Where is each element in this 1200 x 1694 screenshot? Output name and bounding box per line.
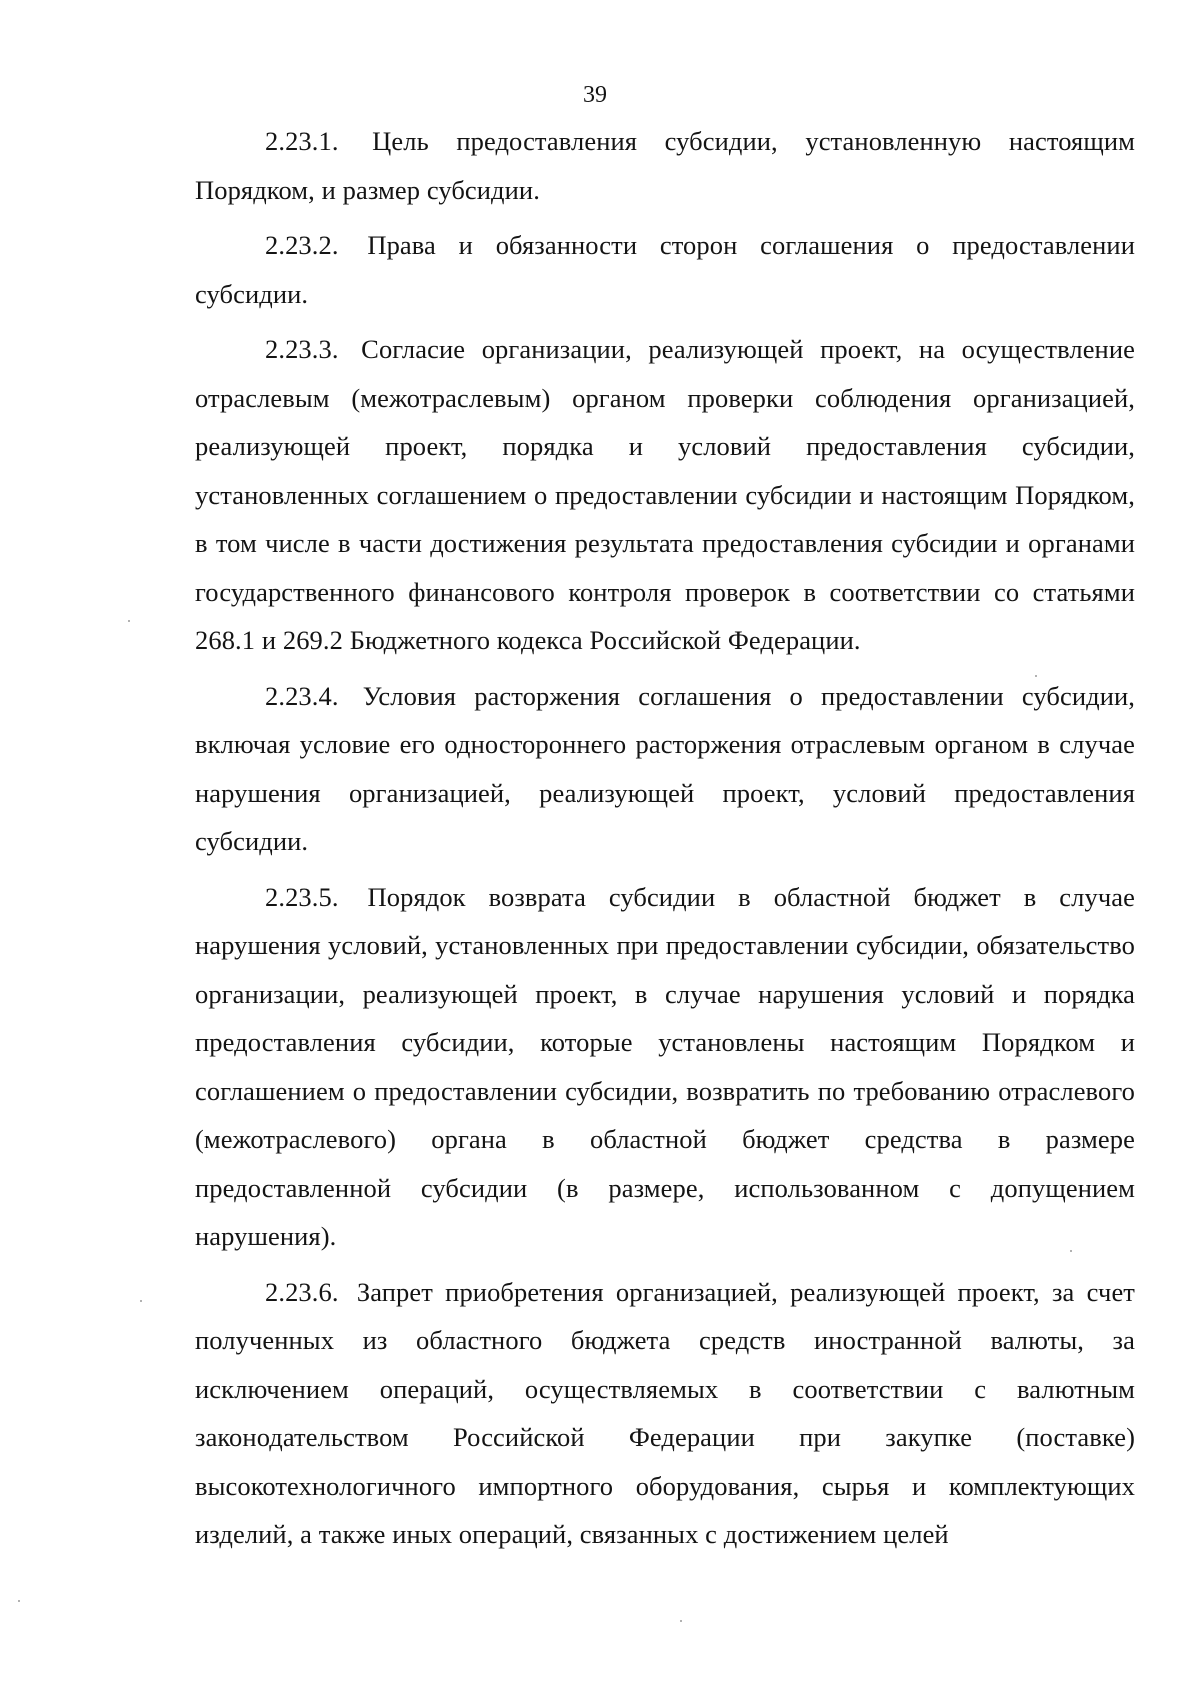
paragraph-2-23-1 [195,117,1135,214]
scan-speck [1035,675,1037,677]
paragraph-text: Запрет приобретения организацией, реализующей проект, за счет полученных из областного бюджета средств иностранной валюты, за исключением операций, осуществляемых в соответствии с валютным законодательством Российской Федерации при закупке (поставке) высокотехнологичного импортного оборудования, сырья и комплектующих изделий, а также иных операций, связанных с достижением целей [195,1276,1135,1549]
paragraph-number: 2.23.3. [265,334,339,364]
page-number: 39 [583,82,607,108]
paragraph-text: Условия расторжения соглашения о предоставлении субсидии, включая условие его одностороннего расторжения отраслевым органом в случае нарушения организацией, реализующей проект, условий предоставления субсидии. [195,680,1135,856]
paragraph-2-23-3 [195,325,1135,665]
scan-speck [1070,1250,1072,1252]
paragraph-number: 2.23.5. [265,881,339,912]
scan-speck [128,620,130,622]
paragraph-text: Цель предоставления субсидии, установленную настоящим Порядком, и размер субсидии. [195,126,1136,205]
paragraph-2-23-6 [195,1268,1135,1559]
scan-speck [140,1300,142,1302]
paragraph-number: 2.23.1. [265,126,339,156]
paragraph-number: 2.23.6. [265,1276,339,1307]
document-body [195,117,1135,1566]
scan-speck [18,1600,20,1602]
paragraph-number: 2.23.4. [265,680,339,711]
paragraph-2-23-2 [195,221,1135,318]
paragraph-text: Согласие организации, реализующей проект, на осуществление отраслевым (межотраслевым) органом проверки соблюдения организацией, реализующей проект, порядка и условий предоставления субсидии, установленных соглашением о предоставлении субсидии и настоящим Порядком, в том числе в части достижения результата предоставления субсидии и органами государственного финансового контроля проверок в соответствии со статьями 268.1 и 269.2 Бюджетного кодекса Российской Федерации. [195,334,1135,655]
paragraph-text: Порядок возврата субсидии в областной бюджет в случае нарушения условий, установленных при предоставлении субсидии, обязательство организации, реализующей проект, в случае нарушения условий и порядка предоставления субсидии, которые установлены настоящим Порядком и соглашением о предоставлении субсидии, возвратить по требованию отраслевого (межотраслевого) органа в областной бюджет средства в размере предоставленной субсидии (в размере, использованном с допущением нарушения). [195,881,1135,1251]
paragraph-text: Права и обязанности сторон соглашения о предоставлении субсидии. [195,230,1135,309]
paragraph-2-23-5 [195,873,1135,1261]
paragraph-2-23-4 [195,672,1135,866]
paragraph-number: 2.23.2. [265,230,339,260]
scan-speck [680,1620,682,1622]
